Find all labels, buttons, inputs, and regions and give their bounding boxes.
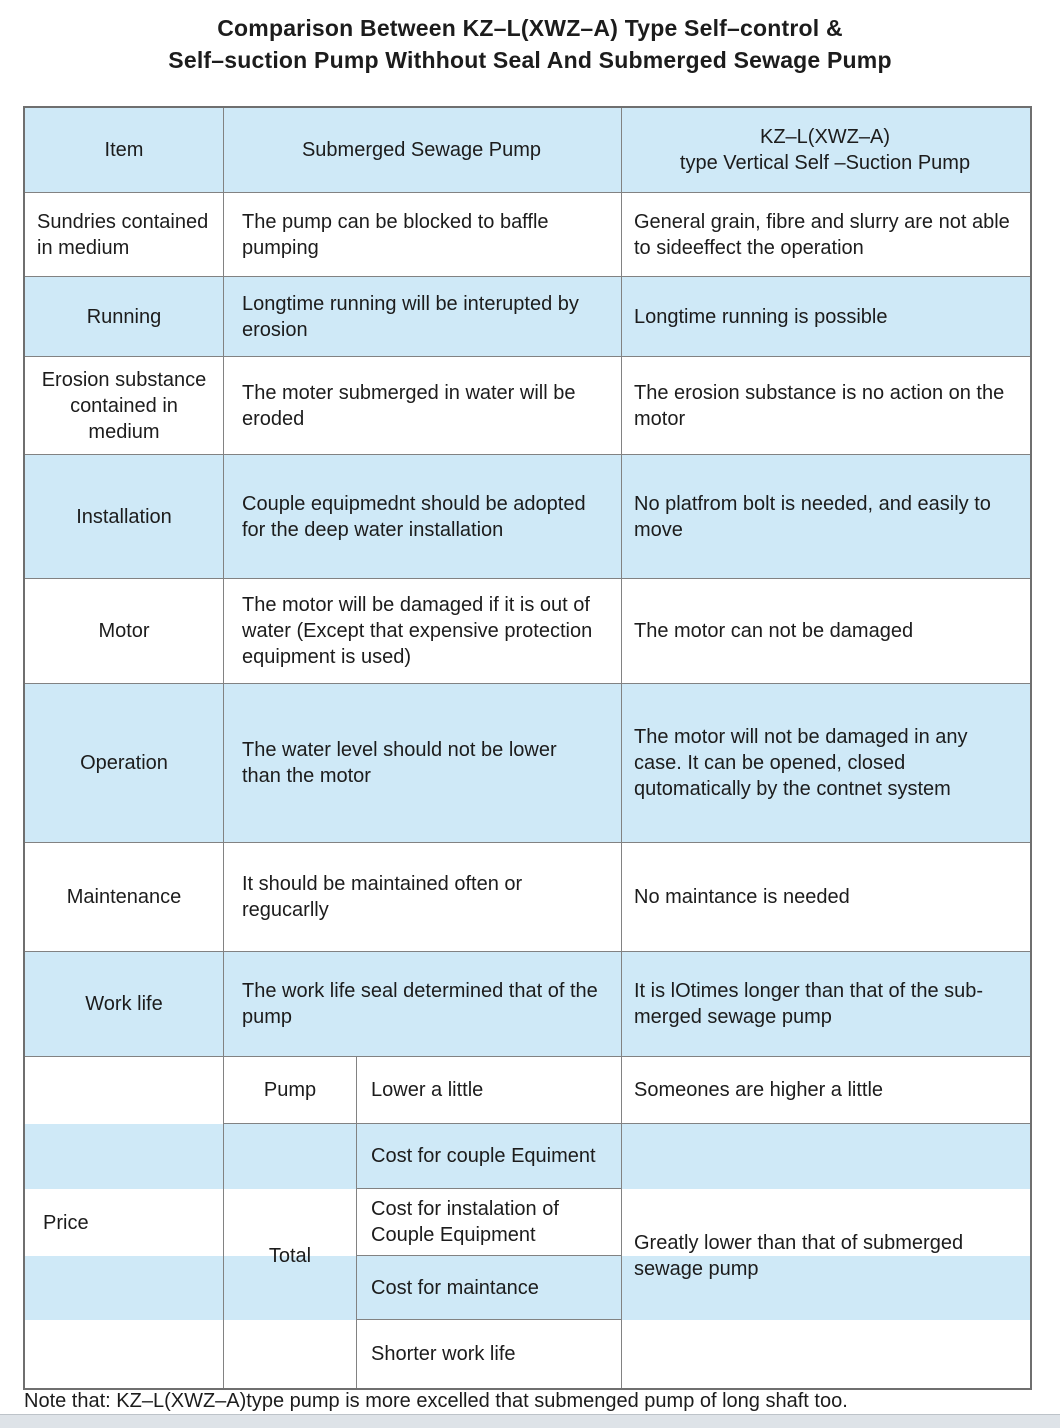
- item-cell-installation: Installation: [25, 455, 224, 579]
- kzl-cell-running: Longtime running is possible: [622, 277, 1030, 357]
- pump-submerged-cell: Lower a little: [357, 1057, 622, 1124]
- price-kzl-merged-cell: Greatly lower than that of submerged sewage pump: [622, 1124, 1030, 1388]
- kzl-cell-maintenance: No maintance is needed: [622, 843, 1030, 952]
- kzl-cell-erosion: The erosion substance is no action on the motor: [622, 357, 1030, 455]
- comparison-table: [23, 106, 1032, 1390]
- header-cell-item: [25, 108, 224, 193]
- submerged-cell-maintenance: It should be maintained often or regucarlly: [224, 843, 622, 952]
- submerged-cell-installation: Couple equipmednt should be adopted for the deep water installation: [224, 455, 622, 579]
- cost-item-cell-couple-equipment: Cost for couple Equiment: [357, 1124, 622, 1189]
- item-cell-motor: Motor: [25, 579, 224, 684]
- kzl-cell-sundries: General grain, fibre and slurry are not able to sideeffect the operation: [622, 193, 1030, 277]
- submerged-cell-worklife: The work life seal determined that of the pump: [224, 952, 622, 1057]
- item-cell-worklife: Work life: [25, 952, 224, 1057]
- submerged-cell-erosion: The moter submerged in water will be eroded: [224, 357, 622, 455]
- header-item-label: Item: [104, 139, 144, 161]
- pump-kzl-cell: Someones are higher a little: [622, 1057, 1030, 1124]
- page-title-line1: Comparison Between KZ–L(XWZ–A) Type Self–control &: [217, 15, 843, 41]
- header-kzl-line1: KZ–L(XWZ–A): [759, 126, 891, 148]
- submerged-cell-operation: The water level should not be lower than the motor: [224, 684, 622, 843]
- item-cell-erosion: Erosion substance contained in medium: [25, 357, 224, 455]
- footnote-text: Note that: KZ–L(XWZ–A)type pump is more excelled that submenged pump of long shaft too.: [24, 1390, 848, 1412]
- price-label-cell: Price: [25, 1057, 224, 1388]
- kzl-cell-operation: The motor will not be damaged in any case. It can be opened, closed qutomatically by the contnet system: [622, 684, 1030, 843]
- page-title: [0, 12, 1060, 76]
- cost-item-cell-shorter-work-life: Shorter work life: [357, 1320, 622, 1388]
- item-cell-sundries: Sundries contained in medium: [25, 193, 224, 277]
- page-title-line2: Self–suction Pump Withhout Seal And Submerged Sewage Pump: [168, 47, 892, 73]
- header-cell-submerged-pump: [224, 108, 622, 193]
- submerged-cell-motor: The motor will be damaged if it is out of water (Except that expensive protection equipment is used): [224, 579, 622, 684]
- submerged-cell-sundries: The pump can be blocked to baffle pumping: [224, 193, 622, 277]
- scan-edge-strip: [0, 1414, 1060, 1428]
- total-label-cell: Total: [224, 1124, 357, 1388]
- kzl-cell-installation: No platfrom bolt is needed, and easily to move: [622, 455, 1030, 579]
- header-kzl-line2: type Vertical Self –Suction Pump: [679, 152, 971, 174]
- kzl-cell-motor: The motor can not be damaged: [622, 579, 1030, 684]
- header-cell-kzl-pump: [622, 108, 1030, 193]
- pump-label-cell: Pump: [224, 1057, 357, 1124]
- item-cell-maintenance: Maintenance: [25, 843, 224, 952]
- item-cell-running: Running: [25, 277, 224, 357]
- cost-item-cell-maintenance: Cost for maintance: [357, 1256, 622, 1320]
- kzl-cell-worklife: It is lOtimes longer than that of the sub-merged sewage pump: [622, 952, 1030, 1057]
- header-submerged-label: Submerged Sewage Pump: [301, 139, 542, 161]
- item-cell-operation: Operation: [25, 684, 224, 843]
- cost-item-cell-installation: Cost for instalation of Couple Equipment: [357, 1189, 622, 1256]
- submerged-cell-running: Longtime running will be interupted by erosion: [224, 277, 622, 357]
